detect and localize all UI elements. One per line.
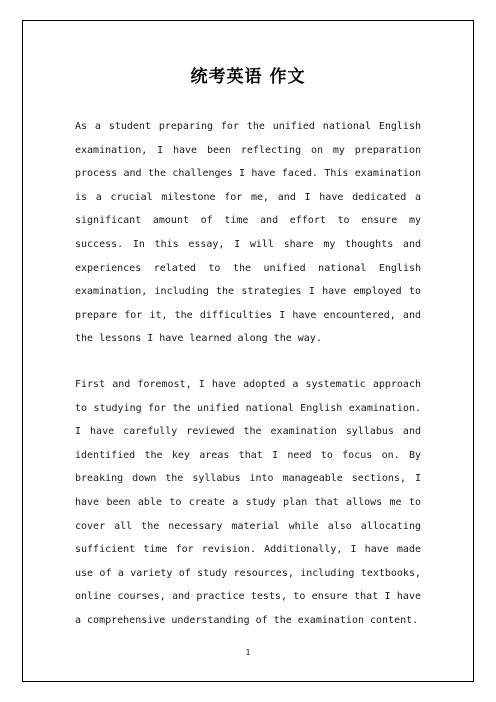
- body-paragraph-2: First and foremost, I have adopted a systematic approach to studying for the unified national English examination. I have carefully reviewed the examination syllabus and identified the key areas that I need to focus on. By breaking down the syllabus into manageable sections, I have been able to create a study plan that allows me to cover all the necessary material while also allocating sufficient time for revision. Additionally, I have made use of a variety of study resources, including textbooks, online courses, and practice tests, to ensure that I have a comprehensive understanding of the examination content.: [75, 379, 421, 626]
- page-number: 1: [245, 648, 251, 657]
- body-paragraph-1: As a student preparing for the unified national English examination, I have been reflecting on my preparation process and the challenges I have faced. This examination is a crucial milestone for me, and I have dedicated a significant amount of time and effort to ensure my success. In this essay, I will share my thoughts and experiences related to the unified national English examination, including the strategies I have employed to prepare for it, the difficulties I have encountered, and the lessons I have learned along the way.: [75, 121, 421, 345]
- document-title: 统考英语 作文: [190, 67, 306, 87]
